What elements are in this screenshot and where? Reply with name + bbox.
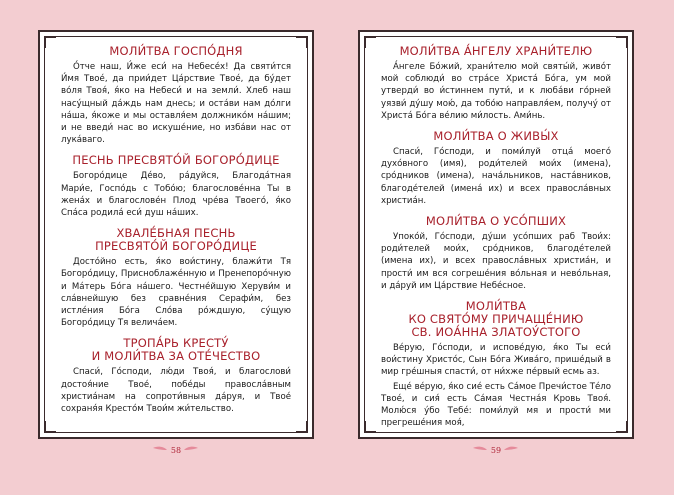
frame-corner-ornament <box>296 36 308 48</box>
frame-corner-ornament <box>44 421 56 433</box>
frame-corner-ornament <box>296 421 308 433</box>
prayer-text-theotokos-song: Богоро́дице Де́во, ра́дуйся, Благода́тная Мари́е, Госпо́дь с Тобо́ю; благослове́нна Ты в жена́х и благослове́н Плод чре́ва Твоего́, я́ко Спа́са родила́ еси́ душ на́ших. <box>61 171 291 219</box>
section-title-communion: МОЛИ́ТВА КО СВЯТО́МУ ПРИЧАЩЕ́НИЮ СВ. ИОА́ННА ЗЛАТОУ́СТОГО <box>408 299 584 340</box>
left-page <box>38 30 314 439</box>
prayer-text-for-departed: Упоко́й, Го́споди, ду́ши усо́пших раб Твои́х: роди́телей мои́х, сро́дников, благоде́телей (имена их), и всех правосла́вных христиа́н, и прости́ им вся согреше́ния во́льная и нево́льная, и да́руй им Ца́рствие Небе́сное. <box>381 232 611 291</box>
section-title-lords-prayer: МОЛИ́ТВА ГОСПО́ДНЯ <box>109 44 243 58</box>
section-title-for-departed: МОЛИ́ТВА О УСО́ПШИХ <box>425 214 567 229</box>
prayer-text-communion-continued: Еще́ ве́рую, я́ко сие́ есть Са́мое Пречи́стое Те́ло Твое́, и сия́ есть Са́мая Честна́я Кровь Твоя́. Молю́ся у́бо Тебе́: поми́луй мя и прости́ ми прегреше́ния моя́, <box>381 381 611 429</box>
section-title-hymn-of-praise: ХВАЛЕ́БНАЯ ПЕСНЬ ПРЕСВЯТО́Й БОГОРО́ДИЦЕ <box>95 226 257 254</box>
right-page-frame <box>364 36 628 433</box>
prayer-text-troparion-cross: Спаси́, Го́споди, лю́ди Твоя́, и благослови́ достоя́ние Твое́, побе́ды правосла́вным христиа́нам на сопроти́вныя да́руя, и Твое́ сохраня́я Кресто́м Твои́м жи́тельство. <box>61 367 291 415</box>
page-number: 59 <box>490 446 502 455</box>
prayer-text-guardian-angel: А́нгеле Бо́жий, храни́телю мой святы́й, живо́т мой соблюди́ во стра́се Христа́ Бо́га, ум мой утверди́ во и́стиннем пути́, и к люба́ви го́рней уязви́ ду́шу мою́, да тобо́ю направля́ем, получу́ от Христа́ Бо́га ве́лию ми́лость. Ами́нь. <box>381 62 611 121</box>
section-title-troparion-cross: ТРОПА́РЬ КРЕСТУ́ И МОЛИ́ТВА ЗА ОТЕ́ЧЕСТВО <box>91 336 261 364</box>
section-title-guardian-angel: МОЛИ́ТВА А́НГЕЛУ ХРАНИ́ТЕЛЮ <box>399 44 593 58</box>
wing-ornament-icon <box>184 446 198 454</box>
prayer-text-hymn-of-praise: Досто́йно есть, я́ко вои́стину, блажи́ти Тя Богоро́дицу, Присноблаже́нную и Пренепоро́чную и Ма́терь Бо́га на́шего. Честне́йшую Херуви́м и сла́внейшую без сравне́ния Серафи́м, без истле́ния Бо́га Сло́ва ро́ждшую, су́щую Богоро́дицу Тя велича́ем. <box>61 257 291 329</box>
frame-corner-ornament <box>364 421 376 433</box>
prayer-text-communion: Ве́рую, Го́споди, и испове́дую, я́ко Ты еси́ вои́стину Христо́с, Сын Бо́га Жива́го, прише́дый в мир гре́шныя спасти́, от ни́хже пе́рвый есмь аз. <box>381 343 611 378</box>
frame-corner-ornament <box>44 36 56 48</box>
left-page-frame <box>44 36 308 433</box>
section-title-for-living: МОЛИ́ТВА О ЖИВЫ́Х <box>433 129 559 144</box>
frame-corner-ornament <box>616 421 628 433</box>
right-page <box>358 30 634 439</box>
frame-corner-ornament <box>616 36 628 48</box>
wing-ornament-icon <box>504 446 518 454</box>
frame-corner-ornament <box>364 36 376 48</box>
prayer-text-lords-prayer: О́тче наш, И́же еси́ на Небесе́х! Да святи́тся И́мя Твое́, да прии́дет Ца́рствие Твое́, да бу́дет во́ля Твоя́, я́ко на Небеси́ и на земли́. Хлеб наш насу́щный да́ждь нам днесь; и оста́ви нам до́лги на́ша, я́коже и мы оставля́ем должнико́м на́шим; и не введи́ нас во искуше́ние, но изба́ви нас от лука́ваго. <box>61 62 291 146</box>
page-number: 58 <box>170 446 182 455</box>
prayer-text-for-living: Спаси́, Го́споди, и поми́луй отца́ моего́ духо́вного (имя), роди́телей мои́х (имена), сро́дников (имена), нача́льников, наста́вников, благоде́телей (имена́ их) и всех правосла́вных христиа́н. <box>381 147 611 206</box>
section-title-theotokos-song: ПЕСНЬ ПРЕСВЯТО́Й БОГОРО́ДИЦЕ <box>72 153 280 168</box>
